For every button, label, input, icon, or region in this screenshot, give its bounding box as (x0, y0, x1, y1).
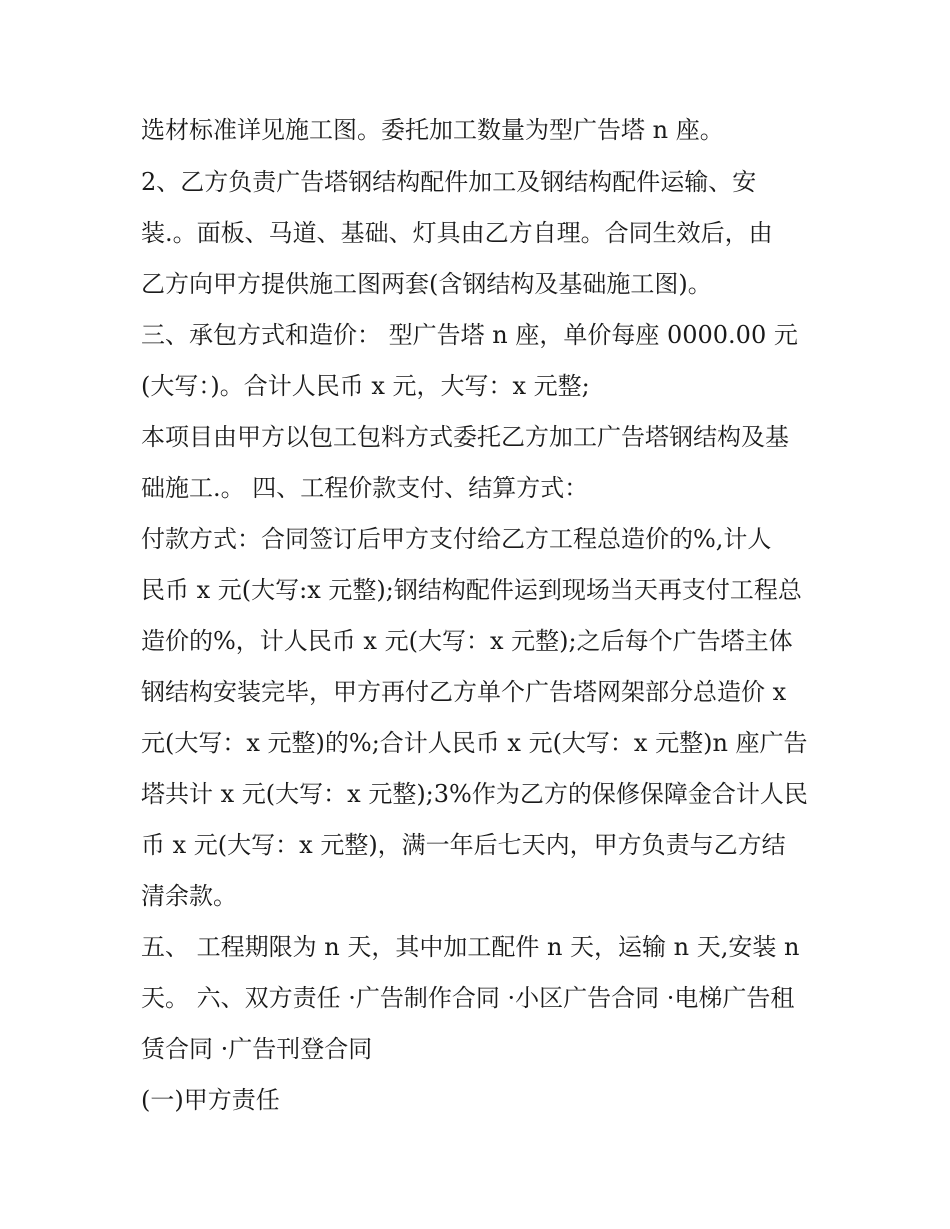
text-line: 钢结构安装完毕，甲方再付乙方单个广告塔网架部分总造价 x (141, 678, 787, 706)
text-line: 装.。面板、马道、基础、灯具由乙方自理。合同生效后，由 (141, 219, 773, 247)
text-line: (一)甲方责任 (141, 1086, 280, 1114)
text-line: 五、 工程期限为 n 天，其中加工配件 n 天，运输 n 天,安装 n (141, 933, 800, 961)
text-line: 清余款。 (141, 882, 237, 910)
text-line: 天。 六、双方责任 ·广告制作合同 ·小区广告合同 ·电梯广告租 (141, 984, 795, 1012)
text-line: 础施工.。 四、工程价款支付、结算方式： (141, 474, 589, 502)
text-line: 三、承包方式和造价： 型广告塔 n 座，单价每座 0000.00 元 (141, 321, 798, 349)
text-line: 赁合同 ·广告刊登合同 (141, 1035, 373, 1063)
text-line: 币 x 元(大写：x 元整)，满一年后七天内，甲方负责与乙方结 (141, 831, 786, 859)
text-line: 付款方式：合同签订后甲方支付给乙方工程总造价的%,计人 (141, 525, 772, 553)
text-line: 2、乙方负责广告塔钢结构配件加工及钢结构配件运输、安 (141, 168, 757, 196)
text-line: 乙方向甲方提供施工图两套(含钢结构及基础施工图)。 (141, 270, 712, 298)
text-line: 本项目由甲方以包工包料方式委托乙方加工广告塔钢结构及基 (141, 423, 789, 451)
text-line: 选材标准详见施工图。委托加工数量为型广告塔 n 座。 (141, 116, 724, 144)
text-line: 造价的%，计人民币 x 元(大写：x 元整);之后每个广告塔主体 (141, 627, 793, 655)
text-line: 塔共计 x 元(大写：x 元整);3%作为乙方的保修保障金合计人民 (141, 780, 808, 808)
text-line: 元(大写：x 元整)的%;合计人民币 x 元(大写：x 元整)n 座广告 (141, 729, 808, 757)
text-line: 民币 x 元(大写:x 元整);钢结构配件运到现场当天再支付工程总 (141, 576, 802, 604)
text-line: (大写：)。合计人民币 x 元，大写：x 元整; (141, 372, 590, 400)
